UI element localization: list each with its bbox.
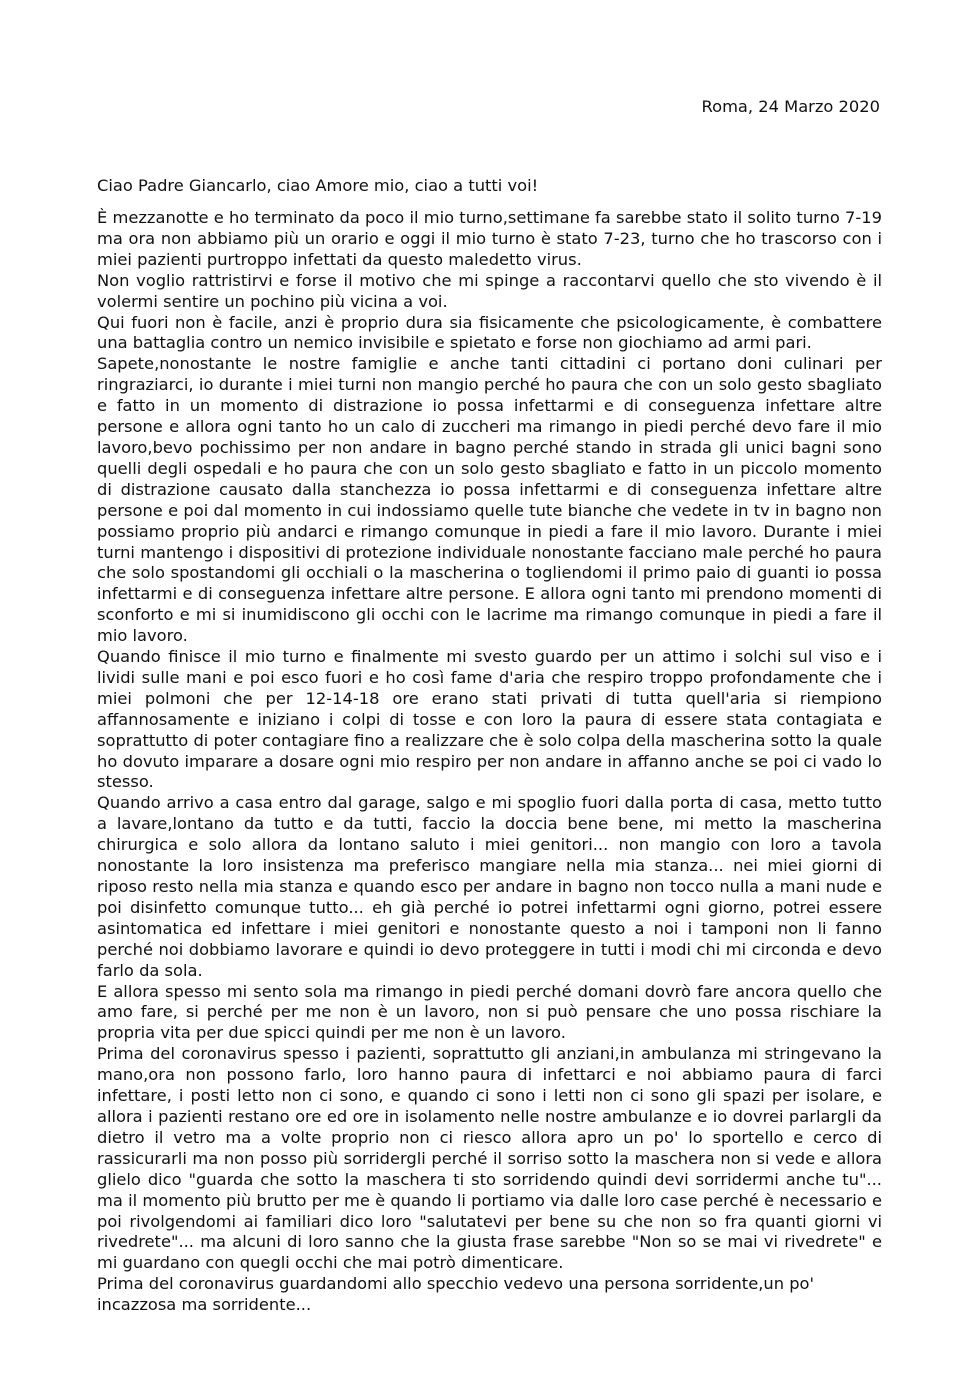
paragraph: Sapete,nonostante le nostre famiglie e anche tanti cittadini ci portano doni culinari per ringraziarci, io durante i miei turni non mangio perché ho paura che con un solo gesto sbagliato e fatto in un momento di distrazione io possa infettarmi e di conseguenza infettare altre persone e allora ogni tanto ho un calo di zuccheri ma rimango in piedi perché devo fare il mio lavoro,bevo pochissimo per non andare in bagno perché stando in strada gli unici bagni sono quelli degli ospedali e ho paura che con un solo gesto sbagliato e fatto in un piccolo momento di distrazione causato dalla stanchezza io possa infettarmi e di conseguenza infettare altre persone e poi dal momento in cui indossiamo quelle tute bianche che vedete in tv in bagno non possiamo proprio più andarci e rimango comunque in piedi a fare il mio lavoro. Durante i miei turni mantengo i dispositivi di protezione individuale nonostante facciano male perché ho paura che solo spostandomi gli occhiali o la mascherina o togliendomi il primo paio di guanti io possa infettarmi e di conseguenza infettare altre persone. E allora ogni tanto mi prendono momenti di sconforto e mi si inumidiscono gli occhi con le lacrime ma rimango comunque in piedi a fare il mio lavoro. [97, 354, 882, 646]
letter-date: Roma, 24 Marzo 2020 [701, 97, 880, 116]
letter-body [97, 208, 882, 1316]
paragraph: Quando finisce il mio turno e finalmente mi svesto guardo per un attimo i solchi sul viso e i lividi sulle mani e poi esco fuori e ho così fame d'aria che respiro troppo profondamente che i miei polmoni che per 12-14-18 ore erano stati privati di tutta quell'aria si riempiono affannosamente e iniziano i colpi di tosse e con loro la paura di essere stata contagiata e soprattutto di poter contagiare fino a realizzare che è solo colpa della mascherina sotto la quale ho dovuto imparare a dosare ogni mio respiro per non andare in affanno anche se poi ci vado lo stesso. [97, 647, 882, 792]
paragraph: Prima del coronavirus spesso i pazienti, soprattutto gli anziani,in ambulanza mi stringevano la mano,ora non possono farlo, loro hanno paura di infettarci e noi abbiamo paura di farci infettare, i posti letto non ci sono, e quando ci sono i letti non ci sono gli spazi per isolare, e allora i pazienti restano ore ed ore in isolamento nelle nostre ambulanze e io dovrei parlargli da dietro il vetro ma a volte proprio non ci riesco allora apro un po' lo sportello e cerco di rassicurarli ma non posso più sorridergli perché il sorriso sotto la maschera non si vede e allora glielo dico "guarda che sotto la maschera ti sto sorridendo quindi devi sorridermi anche tu"... ma il momento più brutto per me è quando li portiamo via dalle loro case perché è necessario e poi rivolgendomi ai familiari dico loro "salutatevi per bene su che non so fra quanti giorni vi rivedrete"... ma alcuni di loro sanno che la giusta frase sarebbe "Non so se mai vi rivedrete" e mi guardano con quegli occhi che mai potrò dimenticare. [97, 1044, 882, 1273]
paragraph: Qui fuori non è facile, anzi è proprio dura sia fisicamente che psicologicamente, è combattere una battaglia contro un nemico invisibile e spietato e forse non giochiamo ad armi pari. [97, 312, 882, 353]
paragraph: E allora spesso mi sento sola ma rimango in piedi perché domani dovrò fare ancora quello che amo fare, si perché per me non è un lavoro, non si può pensare che uno possa rischiare la propria vita per due spicci quindi per me non è un lavoro. [97, 981, 882, 1043]
paragraph: Quando arrivo a casa entro dal garage, salgo e mi spoglio fuori dalla porta di casa, metto tutto a lavare,lontano da tutto e da tutti, faccio la doccia bene bene, mi metto la mascherina chirurgica e solo allora da lontano saluto i miei genitori... non mangio con loro a tavola nonostante la loro insistenza ma preferisco mangiare nella mia stanza... nei miei giorni di riposo resto nella mia stanza e quando esco per andare in bagno non tocco nulla a mani nude e poi disinfetto comunque tutto... eh già perché io potrei infettarmi ogni giorno, potrei essere asintomatica ed infettare i miei genitori e nonostante questo a noi i tamponi non li fanno perché noi dobbiamo lavorare e quindi io devo proteggere in tutti i modi chi mi circonda e devo farlo da sola. [97, 793, 882, 980]
paragraph: Prima del coronavirus guardandomi allo specchio vedevo una persona sorridente,un po' incazzosa ma sorridente... [97, 1274, 814, 1315]
paragraph: Non voglio rattristirvi e forse il motivo che mi spinge a raccontarvi quello che sto vivendo è il volermi sentire un pochino più vicina a voi. [97, 270, 882, 311]
letter-greeting: Ciao Padre Giancarlo, ciao Amore mio, ciao a tutti voi! [97, 176, 539, 195]
paragraph: È mezzanotte e ho terminato da poco il mio turno,settimane fa sarebbe stato il solito turno 7-19 ma ora non abbiamo più un orario e oggi il mio turno è stato 7-23, turno che ho trascorso con i miei pazienti purtroppo infettati da questo maledetto virus. [97, 208, 882, 269]
